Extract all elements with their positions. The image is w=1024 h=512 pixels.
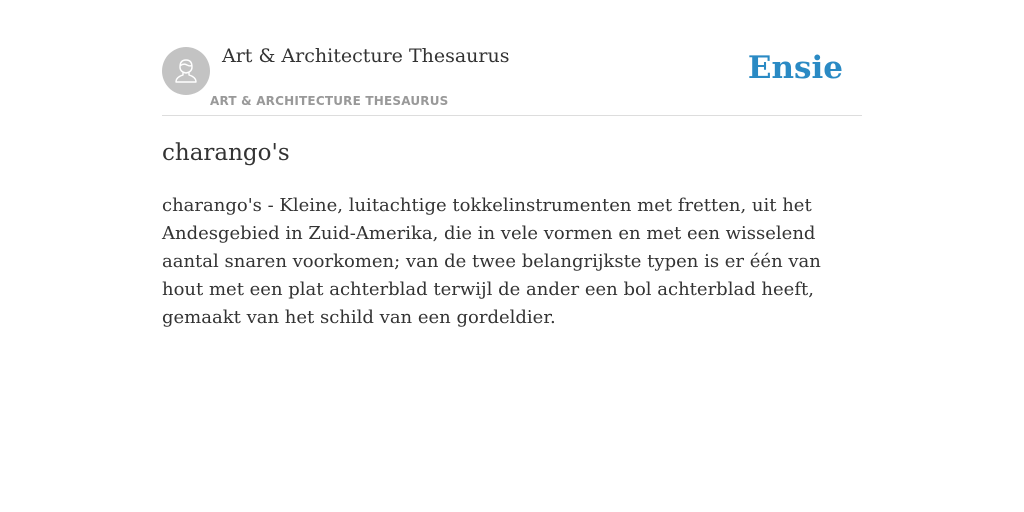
term-title: charango's <box>162 140 290 166</box>
ensie-logo[interactable]: Ensie <box>747 50 843 86</box>
user-icon <box>171 56 201 86</box>
entry-header <box>162 0 862 116</box>
source-subtitle[interactable]: ART & ARCHITECTURE THESAURUS <box>210 94 449 108</box>
avatar[interactable] <box>162 47 210 95</box>
term-definition: charango's - Kleine, luitachtige tokkelinstrumenten met fretten, uit het Andesgebied in Zuid-Amerika, die in vele vormen en met een wisselend aantal snaren voorkomen; van de twee belangrijkste typen is er één van hout met een plat achterblad terwijl de ander een bol achterblad heeft, gemaakt van het schild van een gordeldier. <box>162 195 821 328</box>
source-title[interactable]: Art & Architecture Thesaurus <box>222 45 510 67</box>
content-container <box>162 0 862 328</box>
